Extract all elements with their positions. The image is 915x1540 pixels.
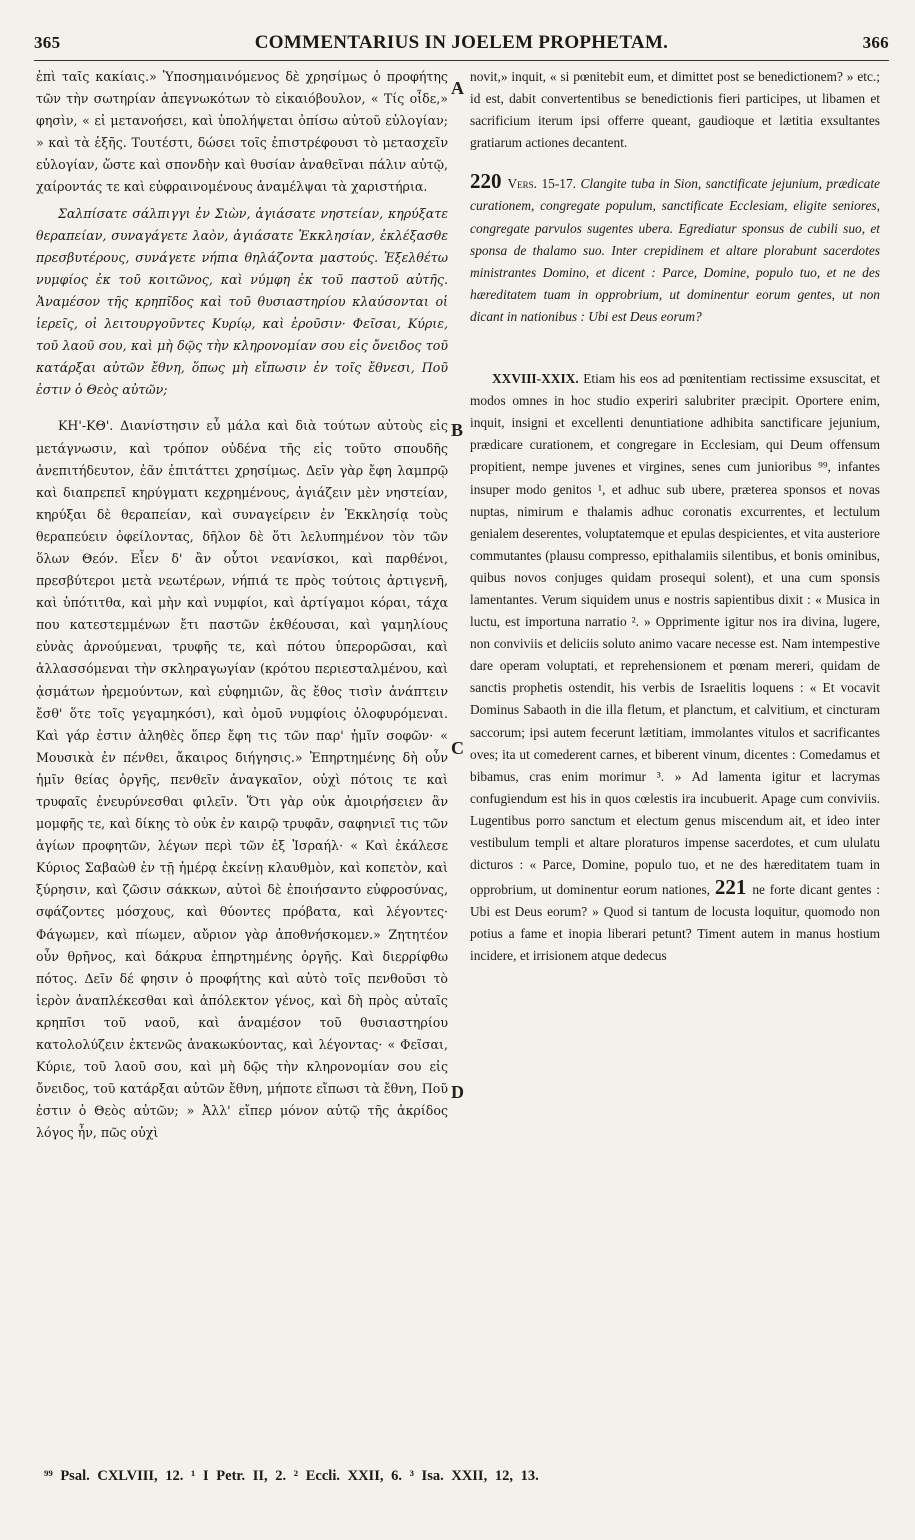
greek-commentary: ΚΗ'-ΚΘ'. Διανίστησιν εὖ μάλα καὶ διὰ τούτων αὐτοὺς εἰς μετάγνωσιν, καὶ τρόπον οὐδένα τῆς εἰς τοῦτο σπουδῆς ἀνεπιτήδευτον, ἐᾶν ἐπιτάττει χρησίμως. Δεῖν γὰρ ἔφη λαμπρῷ καὶ διαπρεπεῖ κηρύγματι κεχρημένους, ἁγιάζειν μὲν νηστείαν, κηρύξαι δὲ θεραπείαν, καὶ συναγείρειν ἐν Ἐκκλησίᾳ τοὺς θεραπεύειν ὀφείλοντας, δῆλον δὲ ὅτι λελυπημένον τὸν τῶν ὅλων Θεόν. Εἶεν δ' ἂν οὗτοι νεανίσκοι, καὶ παρθένοι, πρεσβύτεροι μετὰ νεωτέρων, νήπιά τε πρὸς τούτοις ἀρτιγενῆ, καὶ ὑπότιτθα, καὶ μὴν καὶ νυμφίοι, καὶ ἀρτίγαμοι κόραι, τάχα που κατεστεμμένων ἔτι παστῶν ἐκθέουσαι, καὶ γαμηλίους εὐνὰς ἀρνούμεναι, τρυφῆς τε, καὶ πότου ὑπερορῶσαι, καὶ ἀλλασσόμεναι τὴν σκληραγωγίαν (κρότου περιεσταλμένου, καὶ ᾀσμάτων ἠρεμούντων, καὶ εὐφημιῶν, ἃς ἔθος τισὶν ἀνάπτειν ἔσθ' ὅτε τοῖς γεγαμηκόσι), καὶ ὁμοῦ νυμφίοις ὀλοφυρόμεναι. Καὶ γάρ ἐστιν ἀληθὲς ὅπερ ἔφη τις τῶν παρ' ἡμῖν σοφῶν· « Μουσικὰ ἐν πένθει, ἄκαιρος διήγησις.» Ἐπηρτημένης δὴ οὖν ἡμῖν θείας ὀργῆς, πενθεῖν ἀναγκαῖον, οὐχὶ πότοις τε καὶ τρυφαῖς ἐνευρύνεσθαι φιλεῖν. Ὅτι γὰρ οὐκ ἀμοιρήσειεν ἂν μομφῆς τε, καὶ δίκης τὸ οὐκ ἐν καιρῷ τρυφᾶν, σαφηνιεῖ τις τῶν ἁγίων προφητῶν, λέγων περὶ τῶν ἐξ Ἰσραήλ· « Καὶ ἐκάλεσε Κύριος Σαβαὼθ ἐν τῇ ἡμέρᾳ ἐκείνῃ κλαυθμὸν, καὶ κοπετὸν, καὶ ξύρησιν, καὶ ζῶσιν σάκκων, αὐτοὶ δὲ ἐποιήσαντο εὐφροσύνας, σφάζοντες μόσχους, καὶ θύοντες πρόβατα, καὶ λέγοντες· Φάγωμεν, καὶ πίωμεν, αὔριον γὰρ ἀποθνήσκομεν.» Ζητητέον οὖν θρῆνος, καὶ δάκρυα ἐπηρτημένης ὀργῆς. Καὶ διερρίφθω πότος. Δεῖν δέ φησιν ὁ προφήτης καὶ αὐτὸ τοῖς πενθοῦσι τὸ ἱερὸν ἀναπλέκεσθαι καὶ ἀπόλεκτον γένος, καὶ δὴ πρὸς αὐταῖς κρηπῖσι τοῦ ναοῦ, καὶ ἀναμέσον τοῦ θυσιαστηρίου κατολολύζειν ἐκτενῶς ἀνακωκύοντας, καὶ λέγοντας· « Φεῖσαι, Κύριε, τοῦ λαοῦ σου, καὶ μὴ δῷς τὴν κληρονομίαν σου εἰς ὄνειδος, τοῦ κατάρξαι αὐτῶν ἔθνη, μήποτε εἴπωσι τὰ ἔθνη, Ποῦ ἐστιν ὁ Θεὸς αὐτῶν; » Ἀλλ' εἴπερ μόνον αὐτῷ τῆς ἀκρίδος λόγος ἦν, πῶς οὐχὶ <box>36 418 448 1141</box>
greek-paragraph-1: ἐπὶ ταῖς κακίαις.» Ὑποσημαινόμενος δὲ χρησίμως ὁ προφήτης τῶν τὴν σωτηρίαν ἀπεγνωκότων τὸ εἰκαιόβουλον, « Τίς οἶδε,» φησὶν, « εἰ μετανοήσει, καὶ ὑπολήψεται ὀπίσω αὐτοῦ εὐλογίαν; » καὶ τὰ ἑξῆς. Τουτέστι, δώσει τοῖς ἐπιστρέφουσι τὸ μετασχεῖν εὐλογίαν, ὥστε καὶ σπονδὴν καὶ θυσίαν ἀναθεῖναι πάλιν αὐτῷ, χαίροντάς τε καὶ εὐφραινομένους ἀναμέλψαι τὰ χαριστήρια. <box>36 69 448 195</box>
latin-commentary-text-a: Etiam his eos ad pœnitentiam rectissime exsuscitat, et modos omnes in hoc studio experiri salubriter præcipit. Oportere enim, inquit, insigni et excellenti denuntiatione adhibita sanctificare jejunium, prædicare curationem, et congregare in Ecclesiam, qui Deum offensum propitient, nempe juvenes et virgines, senes cum junioribus ⁹⁹, infantes insuper modo genitos ¹, et adhuc sub ubere, præterea sponsos et novas nuptas, nimirum e thalamis adhuc coronatis excurrentes, et lectulum genialem deserentes, voluptatemque et epulas despicientes, et vita austeriore commutantes (plausu compresso, epithalamiis silentibus, et bonis ominibus, quibus novos conjuges quidam prosequi solent), et una cum sponsis lamentantes. Verum siquidem unus e nostris sapientibus dixit : « Musica in luctu, est importuna narratio ². » Opprimente igitur nos ira divina, lugere, non conviviis et deliciis soluto animo vacare necesse est. Nam intempestive dare operam voluptati, et reprehensionem et pœnam mereri, quidam de sanctis prophetis ostendit, his verbis de Israelitis loquens : « Et vocavit Dominus Sabaoth in die illa fletum, et planctum, et calvitium, et cincturam saccorum; ipsi autem fecerunt lætitiam, immolantes vitulos et sacrificantes oves; ita ut comederent carnes, et biberent vinum, dicentes : Comedamus et bibamus, cras enim morimur ³. » Ad lamenta igitur et lacrymas confugiendum est his in quos cœlestis ira incubuerit. Apage cum conviviis. Lugentibus porro sanctum et electum genus miscendum ait, et ideo inter vestibulum templi et altare ploraturos impense sacerdotes, et cum ululatu dicturos : « Parce, Domine, populo tuo, et ne des hæreditatem tuam in opprobrium, ut dominentur eorum nationes, <box>470 371 880 898</box>
running-header <box>34 32 889 58</box>
header-rule <box>34 60 889 61</box>
latin-commentary <box>470 368 880 968</box>
section-marker-b: B <box>451 420 464 440</box>
page-number-right: 366 <box>862 33 889 52</box>
latin-commentary-text-b: ne forte dicant gentes : Ubi est Deus eorum? » Quod si tantum de locusta loquitur, quomodo non potius a fame et inopia liberari petunt? Timent autem in manus hostium incidere, et irrisionem atque dedecus <box>470 882 880 964</box>
verse-reference: Vers. 15-17. <box>507 176 577 192</box>
greek-scripture-verse: Σαλπίσατε σάλπιγγι ἐν Σιὼν, ἁγιάσατε νηστείαν, κηρύξατε θεραπείαν, συναγάγετε λαὸν, ἁγιάσατε Ἐκκλησίαν, ἐκλέξασθε πρεσβυτέρους, συνάγετε νήπια θηλάζοντα μαστούς. Ἐξελθέτω νυμφίος ἐκ τοῦ κοιτῶνος, καὶ νύμφη ἐκ τοῦ παστοῦ αὐτῆς. Ἀναμέσον τῆς κρηπῖδος καὶ τοῦ θυσιαστηρίου κλαύσονται οἱ ἱερεῖς, οἱ λειτουργοῦντες Κυρίῳ, καὶ ἐροῦσιν· Φεῖσαι, Κύριε, τοῦ λαοῦ σου, καὶ μὴ δῷς τὴν κληρονομίαν σου εἰς ὄνειδος τοῦ κατάρξαι αὐτῶν ἔθνη, ὅπως μὴ εἴπωσιν ἐν τοῖς ἔθνεσι, Ποῦ ἐστιν ὁ Θεὸς αὐτῶν; <box>36 205 448 398</box>
latin-column <box>470 66 880 1444</box>
section-heading: XXVIII-XXIX. <box>492 371 579 387</box>
footnotes: ⁹⁹ Psal. CXLVIII, 12. ¹ I Petr. II, 2. ² Eccli. XXII, 6. ³ Isa. XXII, 12, 13. <box>44 1468 539 1484</box>
greek-column <box>36 66 448 1444</box>
latin-paragraph-1: novit,» inquit, « si pœnitebit eum, et dimittet post se benedictionem? » etc.; id est, dabit convertentibus se benedictionis fieri participes, ut libamen et sacrificium iterum ipsi offerre queant, gaudioque et lætitia exsultantes gratiarum actiones decantent. <box>470 69 880 151</box>
page-number-left: 365 <box>34 33 61 52</box>
latin-verse-block <box>470 170 880 328</box>
section-marker-d: D <box>451 1082 464 1102</box>
section-marker-c: C <box>451 738 464 758</box>
column-number-220: 220 <box>470 169 502 194</box>
column-number-221: 221 <box>714 875 747 900</box>
latin-scripture-verse: Clangite tuba in Sion, sanctificate jejunium, prædicate curationem, congregate populum, sanctificate Ecclesiam, eligite seniores, congregate parvulos sugentes ubera. Egrediatur sponsus de cubili suo, et sponsa de thalamo suo. Inter crepidinem et altare plorabunt sacerdotes ministrantes Domino, et dicent : Parce, Domine, populo tuo, et ne des hæreditatem tuam in opprobrium, ut dominentur eorum gentes, ut non dicant in nationibus : Ubi est Deus eorum? <box>470 176 880 324</box>
section-marker-a: A <box>451 78 464 98</box>
running-title: COMMENTARIUS IN JOELEM PROPHETAM. <box>254 32 669 53</box>
